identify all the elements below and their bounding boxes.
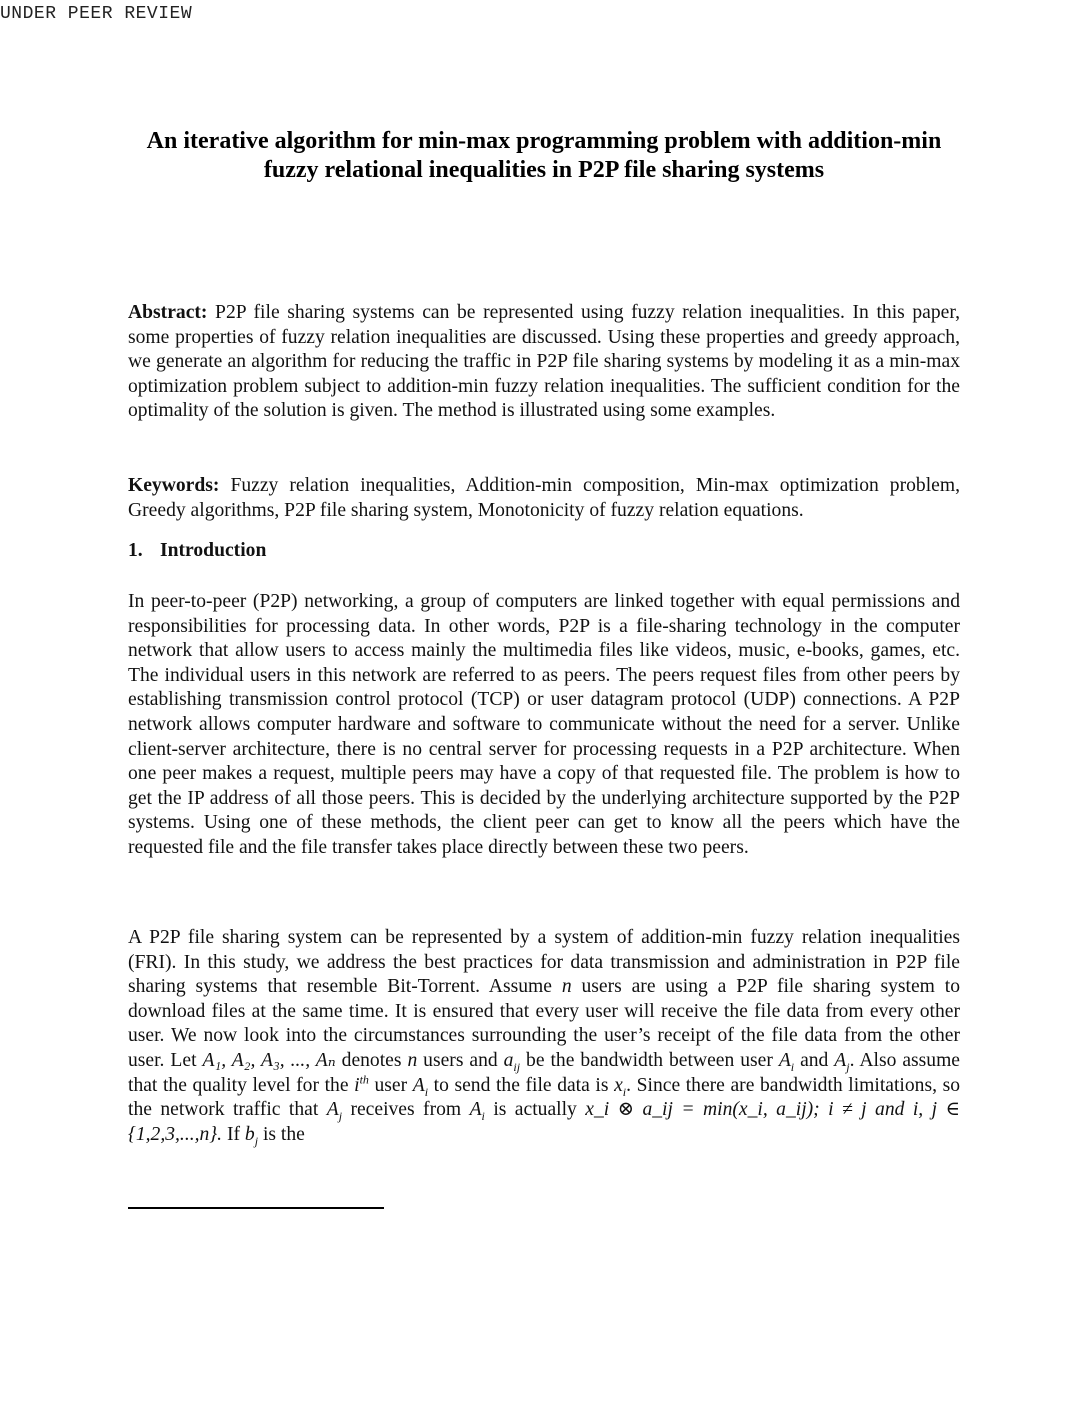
math-subscript: i xyxy=(622,1084,627,1099)
intro-paragraph-2 xyxy=(128,926,960,1147)
keywords xyxy=(128,474,960,523)
text-run: receives from xyxy=(342,1099,470,1121)
title-line-1: An iterative algorithm for min-max programming problem with addition-min xyxy=(146,128,942,154)
abstract-text: P2P file sharing systems can be represented using fuzzy relation inequalities. In this paper, some properties of fuzzy relation inequalities are discussed. Using these properties and greedy approach, we generate an algorithm for reducing the traffic in P2P file sharing systems by modeling it as a min-max optimization problem subject to addition-min fuzzy relation inequalities. The sufficient condition for the optimality of the solution is given. The method is illustrated using some examples. xyxy=(128,302,960,422)
text-run: A P2P file sharing system can be represented by a system of addition-min fuzzy relation inequalities (FRI). In this study, we address the best practices for data transmission and administration in P2P file sharing systems that resemble Bit-Torrent. Assume xyxy=(128,927,960,998)
math-symbol: A xyxy=(412,1074,425,1096)
math-symbol: a xyxy=(503,1049,514,1071)
math-bj xyxy=(244,1123,259,1148)
text-run: users and xyxy=(417,1049,504,1071)
math-Ai xyxy=(778,1049,795,1074)
text-run: be the bandwidth between user xyxy=(520,1049,779,1071)
math-subscript: i xyxy=(790,1059,795,1074)
math-symbol: b xyxy=(244,1123,255,1145)
text-run: to send the file data is xyxy=(428,1074,615,1096)
math-ith xyxy=(354,1072,369,1096)
text-run: users are using a P2P file sharing system to download files at the same time. It is ensured that every user will receive the file data from every other user. We now look into the circumstances surrounding the user’s receipt of the file data from the other user. Let xyxy=(128,976,960,1071)
intro-paragraph-1: In peer-to-peer (P2P) networking, a group of computers are linked together with equal permissions and responsibilities for processing data. In other words, P2P is a file-sharing technology in the computer network that allow users to access mainly the multimedia files like videos, music, e-books, games, etc. The individual users in this network are referred to as peers. The peers request files from other peers by establishing transmission control protocol (TCP) or user datagram protocol (UDP) connections. A P2P network allows computer hardware and software to communicate without the need for a server. Unlike client-server architecture, there is no central server for processing requests in a P2P architecture. When one peer makes a request, multiple peers may have a copy of that requested file. The problem is how to get the IP address of all those peers. This is decided by the underlying architecture supported by the P2P systems. Using one of these methods, the client peer can get to know all the peers which have the requested file and the file transfer takes place directly between these two peers. xyxy=(128,591,960,858)
math-aij xyxy=(503,1049,521,1074)
abstract xyxy=(128,301,960,424)
math-Ai xyxy=(469,1099,485,1124)
math-symbol: A xyxy=(834,1049,847,1071)
text-run: denotes xyxy=(335,1049,408,1071)
text-run: If xyxy=(222,1123,245,1145)
math-subscript: j xyxy=(846,1059,850,1074)
paper-title xyxy=(128,127,960,185)
section-heading-introduction xyxy=(128,540,266,562)
math-Ai xyxy=(412,1074,429,1099)
math-Aj xyxy=(834,1049,850,1074)
math-n: n xyxy=(561,976,572,998)
math-xi xyxy=(614,1074,627,1099)
math-symbol: i xyxy=(354,1074,360,1096)
title-line-2: fuzzy relational inequalities in P2P file sharing systems xyxy=(263,157,825,183)
text-run: . Also assume that the quality level for the xyxy=(128,1049,961,1096)
math-subscript: j xyxy=(338,1109,343,1124)
math-subscript: i xyxy=(481,1109,485,1124)
math-Aj xyxy=(326,1099,343,1124)
math-subscript: j xyxy=(254,1133,259,1148)
watermark: UNDER PEER REVIEW xyxy=(0,4,193,24)
text-run: and xyxy=(794,1049,835,1071)
abstract-label: Abstract: xyxy=(128,302,208,323)
math-symbol: A xyxy=(469,1099,482,1121)
keywords-text: Fuzzy relation inequalities, Addition-min composition, Min-max optimization problem, Greedy algorithms, P2P file sharing system, Monotonicity of fuzzy relation equations. xyxy=(128,475,960,521)
keywords-label: Keywords: xyxy=(128,475,220,496)
math-symbol: A xyxy=(778,1049,791,1071)
text-run: is the xyxy=(258,1123,305,1145)
math-formula-min-composition: x_i ⊗ a_ij = min(x_i, a_ij); i ≠ j and i, j ∈ {1,2,3,...,n}. xyxy=(128,1099,960,1145)
text-run: user xyxy=(368,1074,413,1096)
math-subscript: ij xyxy=(513,1059,521,1074)
math-subscript: i xyxy=(424,1084,429,1099)
section-title: Introduction xyxy=(160,540,267,561)
footnote-divider xyxy=(128,1207,384,1209)
math-n: n xyxy=(407,1049,418,1071)
math-symbol: x xyxy=(614,1074,623,1096)
text-run: is actually xyxy=(484,1099,586,1121)
math-symbol: A xyxy=(326,1099,339,1121)
math-users-list: A₁, A₂, A₃, ..., Aₙ xyxy=(202,1049,336,1071)
section-number: 1. xyxy=(128,540,143,561)
math-superscript: th xyxy=(359,1072,369,1087)
text-run: . Since there are bandwidth limitations, so the network traffic that xyxy=(128,1074,961,1121)
